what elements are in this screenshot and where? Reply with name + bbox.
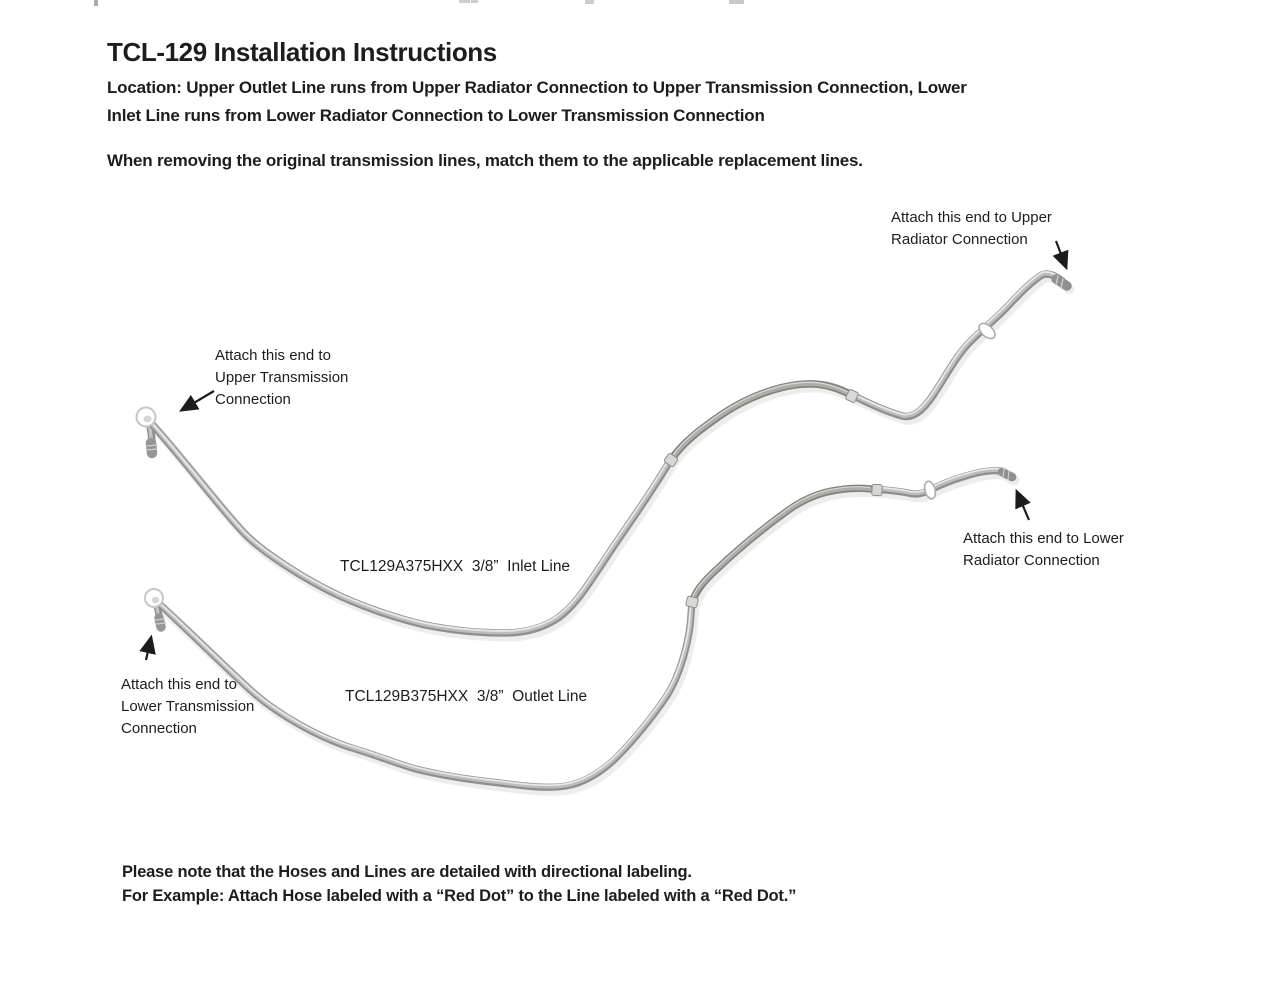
callout-upper-transmission — [215, 345, 348, 411]
callout-line: Attach this end to Upper — [891, 209, 1052, 226]
location-line-2: Inlet Line runs from Lower Radiator Connection to Lower Transmission Connection — [107, 106, 765, 125]
callout-lower-radiator — [963, 528, 1124, 572]
callout-lower-transmission — [121, 674, 254, 740]
intro-note: When removing the original transmission lines, match them to the applicable replacement lines. — [107, 151, 863, 170]
footer-note-line: Please note that the Hoses and Lines are detailed with directional labeling. — [122, 863, 692, 881]
callout-line: Connection — [215, 391, 291, 408]
inlet-line-tube — [148, 272, 1067, 633]
callout-line: Connection — [121, 720, 197, 737]
footer-note-line: For Example: Attach Hose labeled with a “Red Dot” to the Line labeled with a “Red Dot.” — [122, 887, 797, 905]
lower-radiator-arrow — [1017, 492, 1029, 520]
inlet-braided-hose — [671, 382, 851, 459]
callout-line: Attach this end to — [121, 676, 237, 693]
page-title: TCL-129 Installation Instructions — [107, 37, 497, 67]
footer-notes — [122, 860, 796, 908]
callout-line: Lower Transmission — [121, 698, 255, 715]
outlet-line-label: TCL129B375HXX 3/8” Outlet Line — [345, 688, 588, 705]
outlet-braided-hose — [691, 487, 870, 602]
inlet-radiator-tip — [1056, 276, 1067, 288]
callout-line: Attach this end to — [215, 347, 331, 364]
location-line-1: Location: Upper Outlet Line runs from Upper Radiator Connection to Upper Transmission Connection, Lower — [107, 78, 967, 97]
outlet-line-tube — [155, 469, 1012, 787]
callout-line: Radiator Connection — [891, 231, 1028, 248]
upper-radiator-arrow — [1056, 241, 1066, 267]
callout-line: Radiator Connection — [963, 552, 1100, 569]
callout-line: Upper Transmission — [215, 369, 349, 386]
upper-transmission-arrow — [182, 391, 214, 410]
callout-line: Attach this end to Lower — [963, 530, 1124, 547]
lower-transmission-arrow — [146, 638, 151, 660]
callout-upper-radiator — [891, 207, 1052, 251]
crimp-fitting — [664, 389, 883, 608]
location-paragraph — [107, 74, 967, 130]
inlet-line-label: TCL129A375HXX 3/8” Inlet Line — [340, 558, 571, 575]
cropped-text-fragment — [94, 0, 744, 6]
